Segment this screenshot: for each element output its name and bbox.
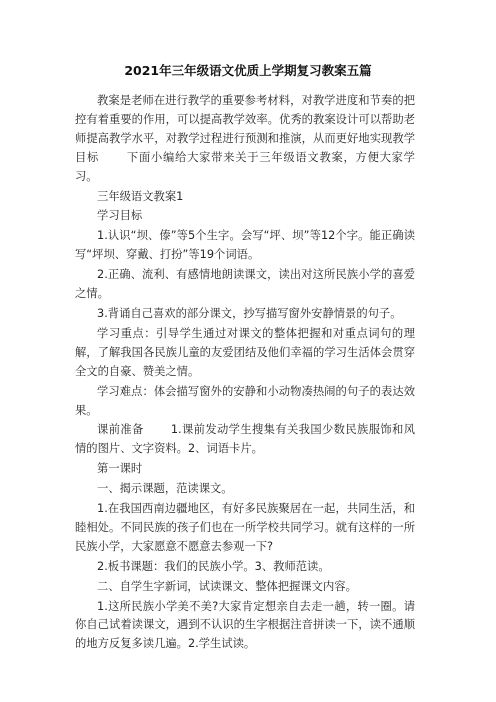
document-body [75, 92, 415, 655]
section-heading-objectives: 学习目标 [97, 209, 143, 223]
objective-item-3: 3.背诵自己喜欢的部分课文，抄写描写窗外安静情景的句子。 [97, 306, 402, 320]
step-2-item-1: 1.这所民族小学美不美?大家肯定想亲自去走一趟，转一圈。请你自己试着读课文，遇到不认识的生字根据注音拼读一下，读不通顺的地方反复多读几遍。2.学生试读。 [75, 599, 415, 651]
paragraph-intro-text: 教案是老师在进行教学的重要参考材料，对教学进度和节奏的把控有着重要的作用，可以提高教学效率。优秀的教案设计可以帮助老师提高教学水平，对教学过程进行预测和推演，从而更好地实现教学目标 [75, 94, 415, 164]
step-heading-1: 一、揭示课题，范读课文。 [97, 482, 233, 496]
section-heading-first-period: 第一课时 [97, 462, 143, 476]
difficult-points: 学习难点：体会描写窗外的安静和小动物凑热闹的句子的表达效果。 [75, 384, 415, 417]
step-1-item-2: 2.板书课题：我们的民族小学。3、教师范读。 [97, 559, 330, 573]
preparation-text: 1.课前发动学生搜集有关我国少数民族服饰和风情的图片、文字资料。2、词语卡片。 [75, 423, 415, 456]
objective-item-2: 2.正确、流利、有感情地朗读课文，读出对这所民族小学的喜爱之情。 [75, 268, 415, 301]
step-heading-2: 二、自学生字新词，试读课文、整体把握课文内容。 [97, 579, 357, 593]
preparation-label: 课前准备 [97, 423, 144, 437]
paragraph-intro [75, 92, 415, 187]
objective-item-1: 1.认识“坝、傣”等5个生字。会写“坪、坝”等12个字。能正确读写“坪坝、穿戴、打扮”等19个词语。 [75, 229, 415, 262]
paragraph-intro-continuation: 下面小编给大家带来关于三年级语文教案，方便大家学习。 [75, 150, 415, 183]
lesson-heading: 三年级语文教案1 [97, 189, 184, 203]
step-1-item-1: 1.在我国西南边疆地区，有好多民族聚居在一起，共同生活，和睦相处。不同民族的孩子们也在一所学校共同学习。就有这样的一所民族小学，大家愿意不愿意去参观一下? [75, 502, 415, 553]
document-title: 2021年三年级语文优质上学期复习教案五篇 [124, 63, 372, 78]
key-points: 学习重点：引导学生通过对课文的整体把握和对重点词句的理解，了解我国各民族儿童的友爱团结及他们幸福的学习生活体会贯穿全文的自豪、赞美之情。 [75, 326, 415, 378]
preparation-paragraph [75, 421, 415, 459]
